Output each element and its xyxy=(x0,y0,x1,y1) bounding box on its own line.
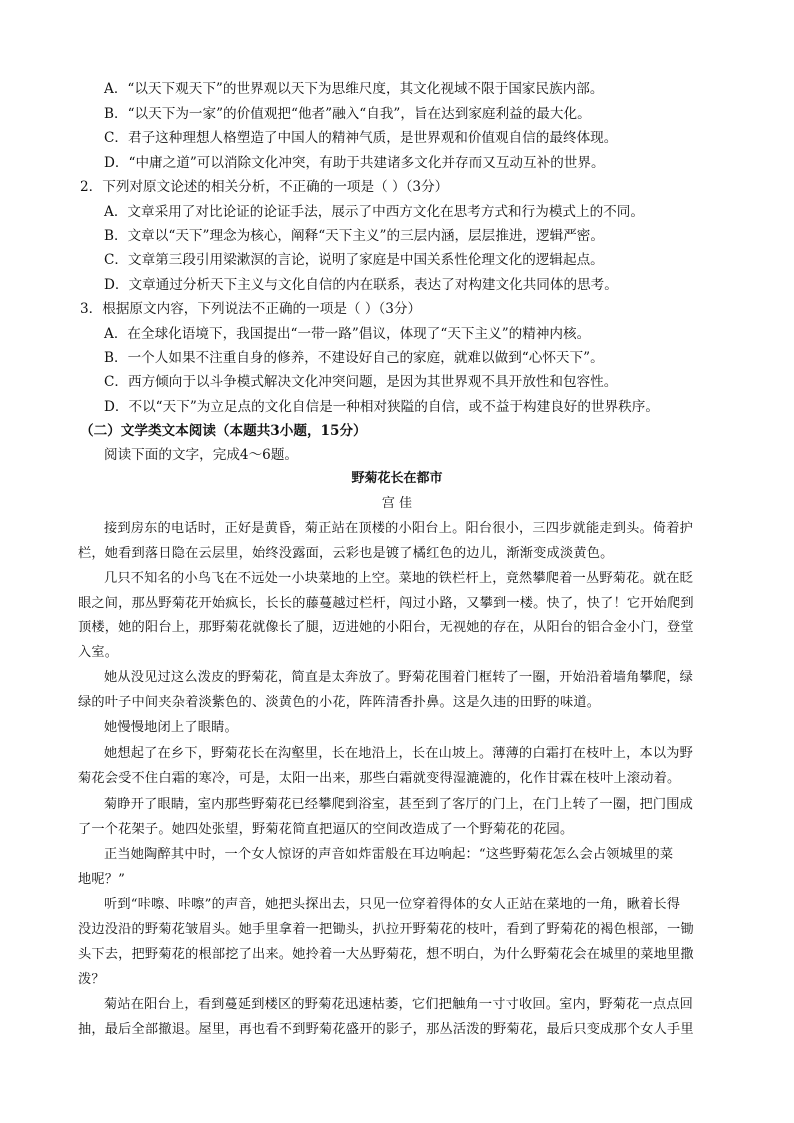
q1-option-a: A．“以天下观天下”的世界观以天下为思维尺度，其文化视域不限于国家民族内部。 xyxy=(104,81,604,97)
section-instruction: 阅读下面的文字，完成4～6题。 xyxy=(104,447,299,463)
q3-stem: 3．根据原文内容，下列说法不正确的一项是（ ）（3分） xyxy=(80,301,422,317)
story-line: 她从没见过这么泼皮的野菊花，简直是太奔放了。野菊花围着门框转了一圈，开始沿着墙角攀爬，绿 xyxy=(104,670,694,685)
story-line: 菊睁开了眼睛，室内那些野菊花已经攀爬到浴室，甚至到了客厅的门上，在门上转了一圈，把门围成 xyxy=(104,797,694,812)
story-line: 听到“咔嚓、咔嚓”的声音，她把头探出去，只见一位穿着得体的女人正站在菜地的一角，瞅着长得 xyxy=(104,897,681,912)
q3-option-c: C．西方倾向于以斗争模式解决文化冲突问题，是因为其世界观不具开放性和包容性。 xyxy=(104,374,618,390)
story-line: 没边没沿的野菊花皱眉头。她手里拿着一把锄头，扒拉开野菊花的枝叶，看到了野菊花的褐色根部，一锄 xyxy=(78,922,694,937)
story-line: 入室。 xyxy=(78,645,119,660)
story-line: 顶楼，她的阳台上，那野菊花就像长了腿，迈进她的小阳台，无视她的存在，从阳台的铝合金小门，登堂 xyxy=(78,620,694,635)
story-author: 宫 佳 xyxy=(381,496,413,511)
q3-option-b: B．一个人如果不注重自身的修养，不建设好自己的家庭，就难以做到“心怀天下”。 xyxy=(104,350,604,366)
q2-option-c: C．文章第三段引用梁漱溟的言论，说明了家庭是中国关系性伦理文化的逻辑起点。 xyxy=(104,252,604,268)
story-line: 几只不知名的小鸟飞在不远处一小块菜地的上空。菜地的铁栏杆上，竟然攀爬着一丛野菊花。就在眨 xyxy=(104,571,694,586)
story-line: 头下去，把野菊花的根部挖了出来。她拎着一大丛野菊花，想不明白，为什么野菊花会在城里的菜地里撒 xyxy=(78,947,694,962)
q3-option-d: D．不以“天下”为立足点的文化自信是一种相对狭隘的自信，或不益于构建良好的世界秩序。 xyxy=(104,399,659,415)
q2-option-d: D．文章通过分析天下主义与文化自信的内在联系，表达了对构建文化共同体的思考。 xyxy=(104,277,618,293)
story-line: 正当她陶醉其中时，一个女人惊讶的声音如炸雷般在耳边响起：“这些野菊花怎么会占领城里的菜 xyxy=(104,847,674,862)
story-line: 了一个花架子。她四处张望，野菊花简直把逼仄的空间改造成了一个野菊花的花园。 xyxy=(78,822,574,837)
q1-option-d: D．“中庸之道”可以消除文化冲突，有助于共建诸多文化并存而又互动互补的世界。 xyxy=(104,155,605,171)
story-line: 她慢慢地闭上了眼睛。 xyxy=(104,720,238,735)
q2-stem: 2．下列对原文论述的相关分析，不正确的一项是（ ）（3分） xyxy=(80,179,449,195)
section-heading: （二）文学类文本阅读（本题共3小题，15分） xyxy=(80,423,367,439)
story-line: 地呢？” xyxy=(78,872,126,887)
story-line: 她想起了在乡下，野菊花长在沟壑里，长在地沿上，长在山坡上。薄薄的白霜打在枝叶上，本以为野 xyxy=(104,746,694,761)
story-line: 菊花会受不住白霜的寒冷，可是，太阳一出来，那些白霜就变得湿漉漉的，化作甘霖在枝叶上滚动着。 xyxy=(78,771,681,786)
q3-option-a: A．在全球化语境下，我国提出“一带一路”倡议，体现了“天下主义”的精神内核。 xyxy=(104,326,591,342)
story-line: 接到房东的电话时，正好是黄昏，菊正站在顶楼的小阳台上。阳台很小，三四步就能走到头。倚着护 xyxy=(104,521,694,536)
story-line: 眼之间，那丛野菊花开始疯长，长长的藤蔓越过栏杆，闯过小路，又攀到一楼。快了，快了！它开始爬到 xyxy=(78,596,694,611)
story-line: 抽，最后全部撤退。屋里，再也看不到野菊花盛开的影子，那丛活泼的野菊花，最后只变成那个女人手里 xyxy=(78,1022,694,1037)
story-line: 菊站在阳台上，看到蔓延到楼区的野菊花迅速枯萎，它们把触角一寸寸收回。室内，野菊花一点点回 xyxy=(104,997,694,1012)
q2-option-a: A．文章采用了对比论证的论证手法，展示了中西方文化在思考方式和行为模式上的不同。 xyxy=(104,204,644,220)
story-title: 野菊花长在都市 xyxy=(351,471,443,486)
q1-option-b: B．“以天下为一家”的价值观把“他者”融入“自我”，旨在达到家庭利益的最大化。 xyxy=(104,106,591,122)
story-line: 栏，她看到落日隐在云层里，始终没露面，云彩也是镀了橘红色的边儿，渐渐变成淡黄色。 xyxy=(78,546,614,561)
story-line: 绿的叶子中间夹杂着淡紫色的、淡黄色的小花，阵阵清香扑鼻。这是久违的田野的味道。 xyxy=(78,695,601,710)
q1-option-c: C．君子这种理想人格塑造了中国人的精神气质，是世界观和价值观自信的最终体现。 xyxy=(104,130,618,146)
story-line: 泼？ xyxy=(78,972,105,987)
q2-option-b: B．文章以“天下”理念为核心，阐释“天下主义”的三层内涵，层层推进，逻辑严密。 xyxy=(104,228,604,244)
